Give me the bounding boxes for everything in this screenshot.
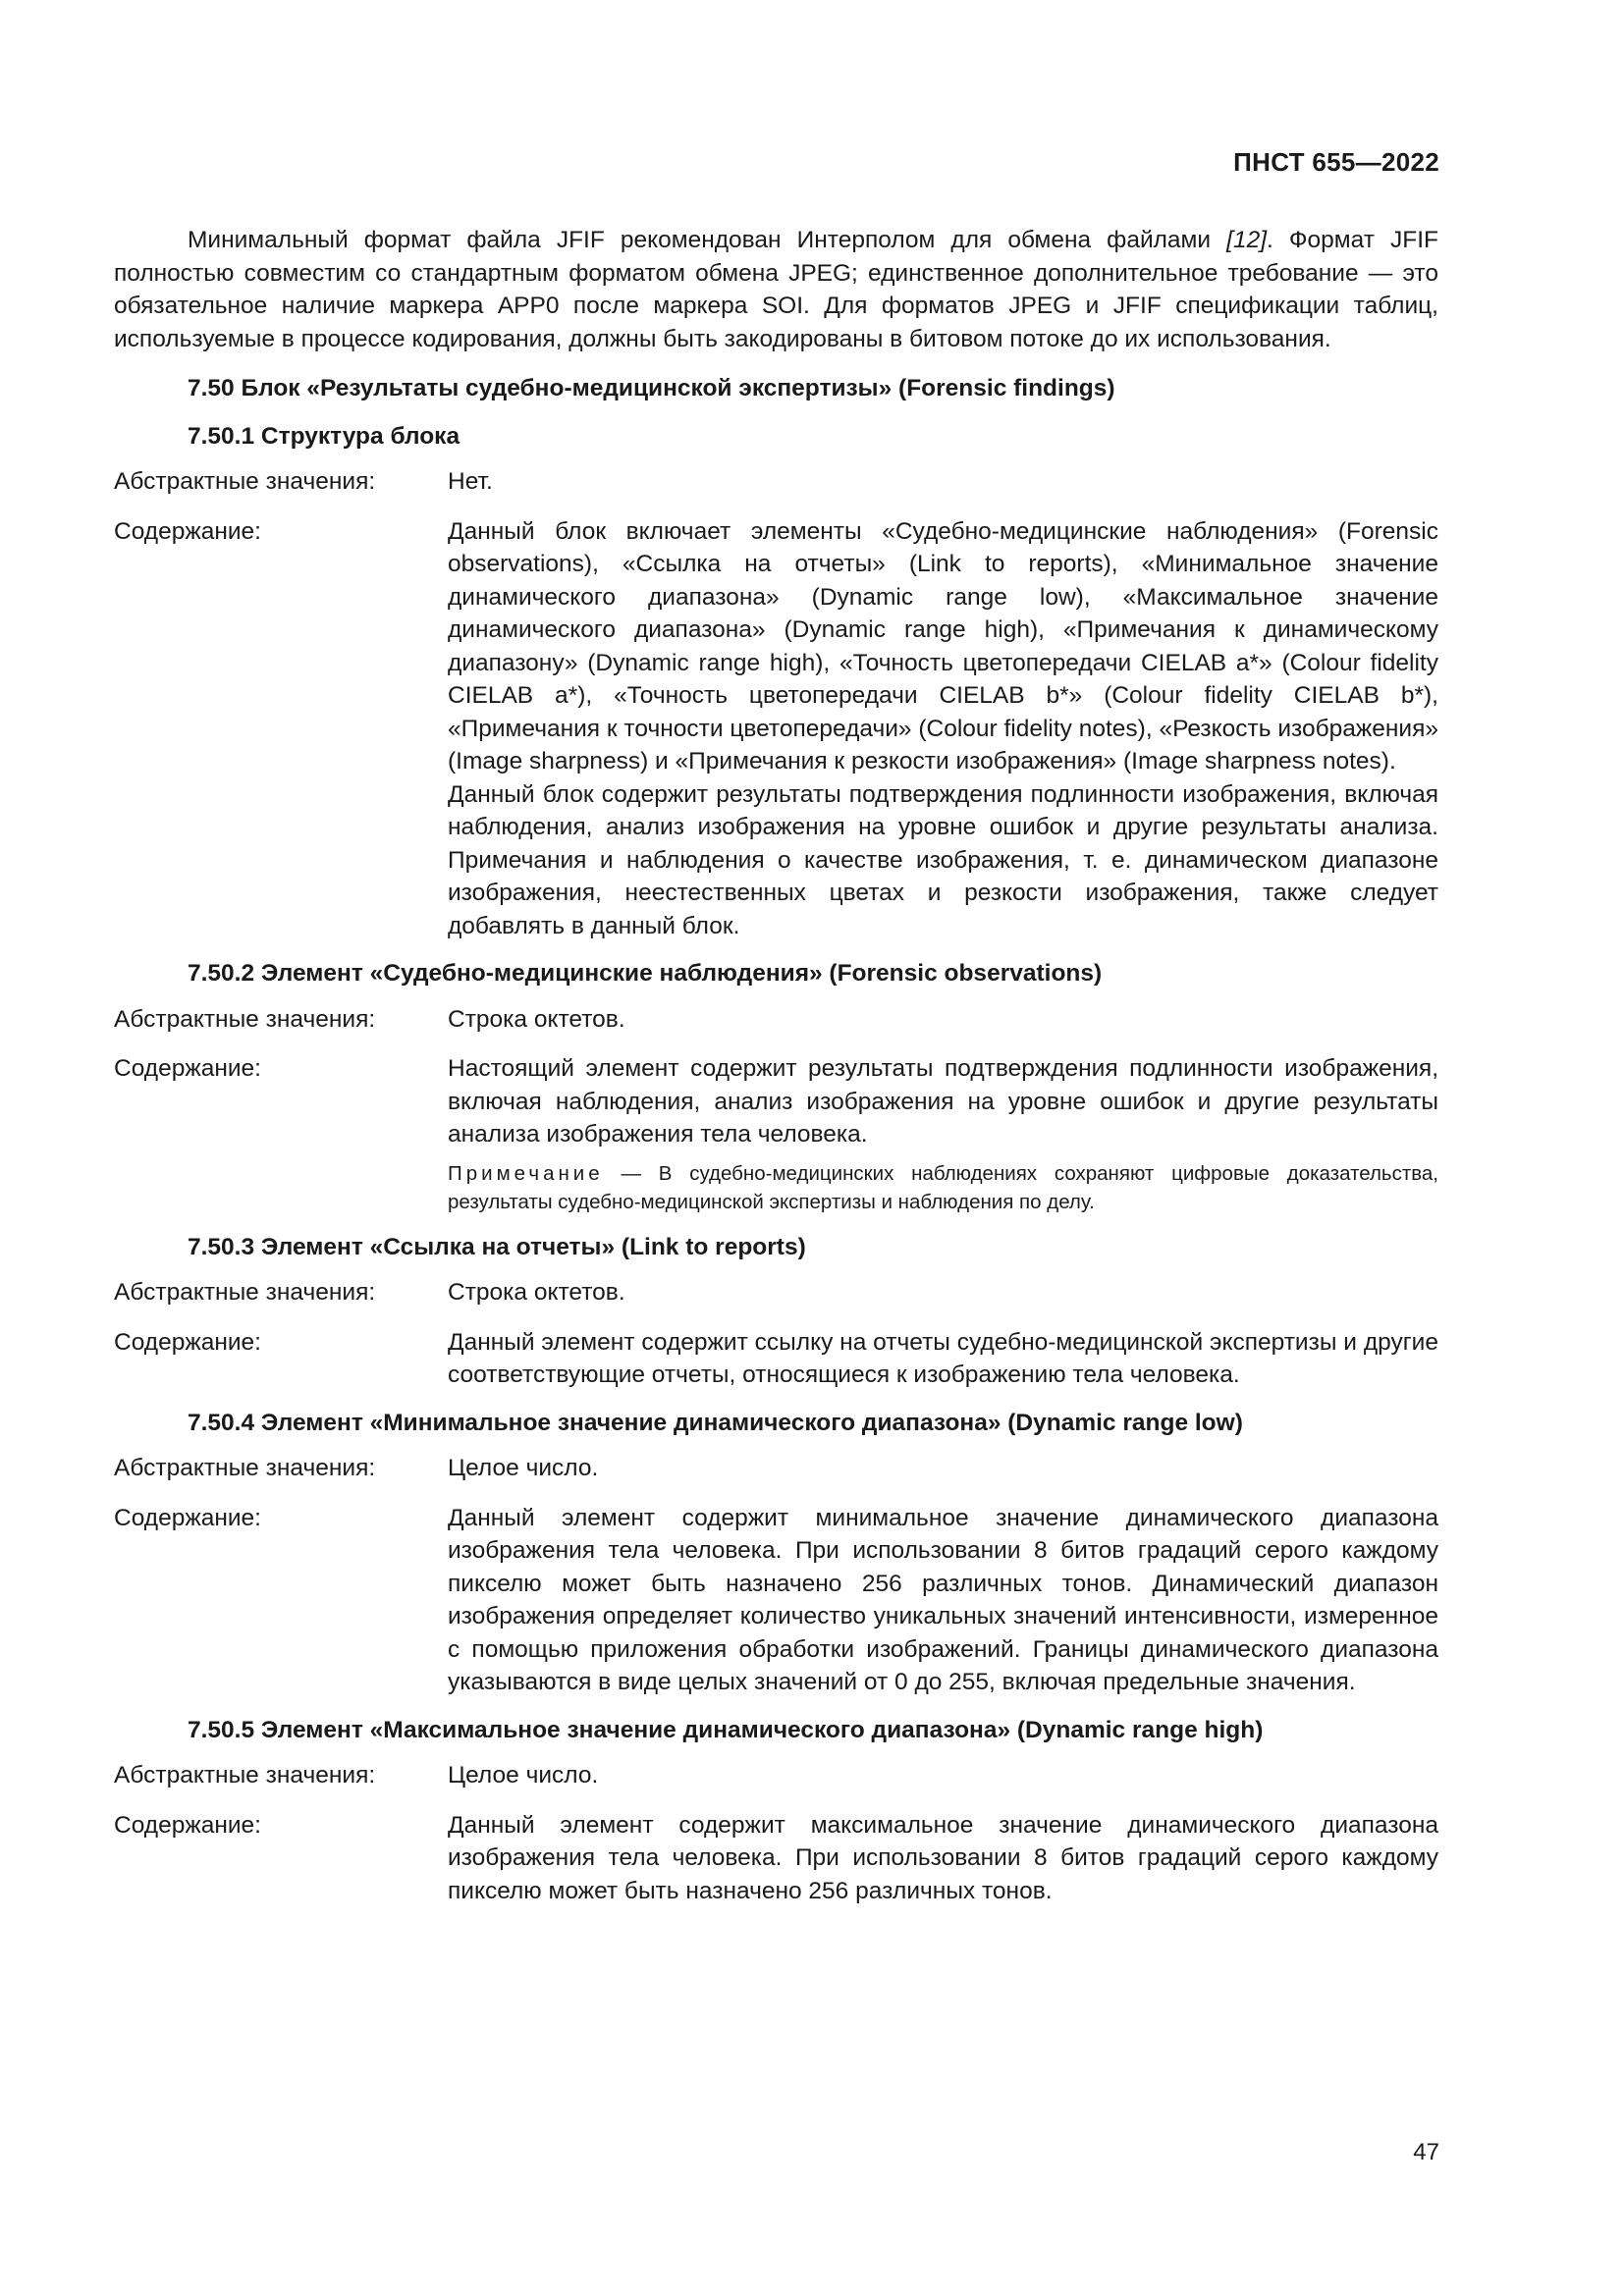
intro-reference: [12] [1226, 227, 1268, 253]
section-heading-7-50: 7.50 Блок «Результаты судебно-медицинской экспертизы» (Forensic findings) [188, 375, 1115, 401]
content-paragraph: Данный блок включает элементы «Судебно-медицинские наблюдения» (Forensic observations), «Ссылка на отчеты» (Link to reports), «Минимальное значение динамического диапазона» (Dynamic range low), «Максимальное значение динамического диапазона» (Dynamic range high), «Примечания к динамическому диапазону» (Dynamic range high), «Точность цветопередачи CIELAB a*» (Colour fidelity CIELAB a*), «Точность цветопередачи CIELAB b*» (Colour fidelity CIELAB b*), «Примечания к точности цветопередачи» (Colour fidelity notes), «Резкость изображения» (Image sharpness) и «Примечания к резкости изображения» (Image sharpness notes). [448, 517, 1438, 774]
content-value [448, 1809, 1438, 1908]
intro-text-2: . Формат JFIF полностью совместим со стандартным форматом обмена JPEG; единственное дополнительное требование — это обязательное наличие маркера APP0 после маркера SOI. Для форматов JPEG и JFIF спецификации таблиц, используемые в процессе кодирования, должны быть закодированы в битовом потоке до их использования. [114, 227, 1438, 352]
intro-paragraph [114, 224, 1438, 355]
abstract-value: Нет. [448, 468, 493, 495]
content-label: Содержание: [114, 1055, 261, 1082]
abstract-label: Абстрактные значения: [114, 1005, 376, 1033]
document-id: ПНСТ 655—2022 [1233, 147, 1439, 177]
section-heading-7-50-1: 7.50.1 Структура блока [188, 422, 460, 450]
content-paragraph: Данный блок содержит результаты подтверждения подлинности изображения, включая наблюдения, анализ изображения на уровне ошибок и другие результаты анализа. Примечания и наблюдения о качестве изображения, т. е. динамическом диапазоне изображения, неестественных цветах и резкости изображения, также следует добавлять в данный блок. [448, 780, 1438, 939]
content-value [448, 1052, 1438, 1216]
content-row [114, 515, 1438, 943]
page-number: 47 [1413, 2139, 1439, 2165]
content-label: Содержание: [114, 1328, 261, 1356]
content-value [448, 515, 1438, 943]
content-label: Содержание: [114, 517, 261, 545]
note-paragraph [448, 1159, 1438, 1216]
abstract-label: Абстрактные значения: [114, 1762, 376, 1789]
section-heading-7-50-3: 7.50.3 Элемент «Ссылка на отчеты» (Link to reports) [188, 1233, 806, 1260]
abstract-label: Абстрактные значения: [114, 1455, 376, 1481]
section-heading-7-50-5: 7.50.5 Элемент «Максимальное значение динамического диапазона» (Dynamic range high) [188, 1716, 1264, 1743]
content-value [448, 1326, 1438, 1392]
abstract-values-row [114, 1276, 1438, 1309]
abstract-value: Целое число. [448, 1762, 599, 1789]
abstract-values-row [114, 1452, 1438, 1485]
abstract-label: Абстрактные значения: [114, 468, 376, 495]
content-row [114, 1052, 1438, 1216]
content-paragraph: Настоящий элемент содержит результаты подтверждения подлинности изображения, включая наблюдения, анализ изображения на уровне ошибок и другие результаты анализа изображения тела человека. [448, 1055, 1438, 1148]
content-paragraph: Данный элемент содержит максимальное значение динамического диапазона изображения тела человека. При использовании 8 битов градаций серого каждому пикселю может быть назначено 256 различных тонов. [448, 1811, 1438, 1904]
note-label: Примечание [448, 1161, 604, 1185]
abstract-value: Строка октетов. [448, 1005, 625, 1033]
section-heading-7-50-2: 7.50.2 Элемент «Судебно-медицинские наблюдения» (Forensic observations) [188, 960, 1103, 987]
content-value [448, 1502, 1438, 1699]
content-row [114, 1502, 1438, 1699]
content-row [114, 1326, 1438, 1392]
document-body [114, 224, 1438, 1907]
content-paragraph: Данный элемент содержит ссылку на отчеты судебно-медицинской экспертизы и другие соответствующие отчеты, относящиеся к изображению тела человека. [448, 1328, 1438, 1388]
intro-text-1: Минимальный формат файла JFIF рекомендован Интерполом для обмена файлами [188, 227, 1227, 253]
section-heading-7-50-4: 7.50.4 Элемент «Минимальное значение динамического диапазона» (Dynamic range low) [188, 1409, 1243, 1436]
abstract-values-row [114, 465, 1438, 499]
note-text: — В судебно-медицинских наблюдениях сохраняют цифровые доказательства, результаты судебно-медицинской экспертизы и наблюдения по делу. [448, 1161, 1438, 1213]
content-paragraph: Данный элемент содержит минимальное значение динамического диапазона изображения тела человека. При использовании 8 битов градаций серого каждому пикселю может быть назначено 256 различных тонов. Динамический диапазон изображения определяет количество уникальных значений интенсивности, измеренное с помощью приложения обработки изображений. Границы динамического диапазона указываются в виде целых значений от 0 до 255, включая предельные значения. [448, 1504, 1438, 1695]
abstract-value: Строка октетов. [448, 1279, 625, 1306]
content-row [114, 1809, 1438, 1908]
abstract-label: Абстрактные значения: [114, 1279, 376, 1306]
abstract-values-row [114, 1759, 1438, 1792]
content-label: Содержание: [114, 1811, 261, 1839]
abstract-value: Целое число. [448, 1455, 599, 1481]
abstract-values-row [114, 1003, 1438, 1037]
content-label: Содержание: [114, 1504, 261, 1531]
